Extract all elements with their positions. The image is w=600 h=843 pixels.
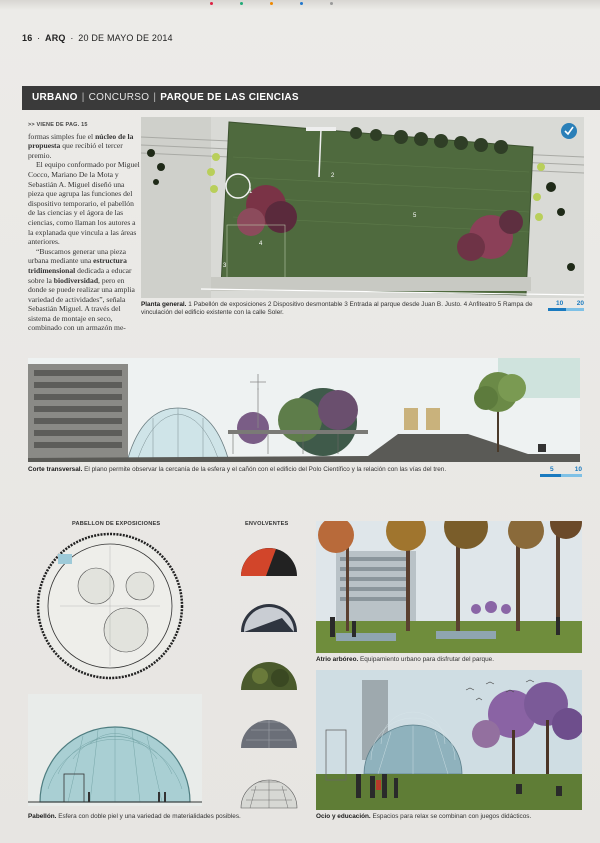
paragraph-1: formas simples fue el núcleo de la propuesta que recibió el tercer premio. [28,131,134,160]
plan-number-4: 4 [259,241,263,247]
issue-date: 20 DE MAYO DE 2014 [78,33,173,43]
cross-section-image [28,358,580,462]
atrio-caption: Atrio arbóreo. Equipamiento urbano para disfrutar del parque. [316,656,494,663]
paragraph-3: “Buscamos generar una pieza urbana mediante una estructura tridimensional dedicada a educar sobre la biodiversidad, pero en donde se puede realizar una amplia variedad de actividades”, señala Sebastián Miguel. A través del sistema de montaje en seco, combinado con un armazón me- [28,246,135,333]
site-plan-caption: Planta general. 1 Pabellón de exposiciones 2 Dispositivo desmontable 3 Entrada al parque desde Juan B. Justo. 4 Anfiteatro 5 Rampa de vinculación del edificio existente con la calle Soler. [141,301,533,316]
article-column [28,121,140,333]
envolventes-spheres [236,530,302,812]
plan-number-2: 2 [331,173,335,179]
page-number: 16 [22,33,33,43]
print-registration-marks [200,2,400,8]
section-title: PARQUE DE LAS CIENCIAS [160,92,299,103]
plan-number-5: 5 [413,213,417,219]
pabellon-exposiciones-label: PABELLON DE EXPOSICIONES [72,521,161,527]
plan-number-3: 3 [223,263,227,269]
section-urbano: URBANO [32,92,78,103]
section-concurso: CONCURSO [88,92,150,103]
site-plan-scale: 10 20 [548,300,584,311]
pavilion-caption: Pabellón. Esfera con doble piel y una variedad de materialidades posibles. [28,813,241,820]
ocio-educacion-render [316,670,582,810]
paragraph-2: El equipo conformado por Miguel Cocco, Mariano De la Mota y Sebastián A. Miguel diseñó una pieza que agrupa las funciones del dispositivo temporario, el pabellón de las ciencias y el ágora de las ciencias, como llaman los autores a la explanada que vincula a las áreas anteriores. [28,160,140,247]
ocio-caption: Ocio y educación. Espacios para relax se combinan con juegos didácticos. [316,813,532,820]
cross-section-scale: 5 10 [540,466,582,477]
atrio-arboreo-render [316,521,582,653]
pavilion-plan-drawing [30,530,190,680]
section-name: ARQ [45,33,66,43]
section-bar: URBANO | CONCURSO | PARQUE DE LAS CIENCIAS [22,86,600,110]
site-plan-image [141,117,584,298]
page-header: 16 · ARQ · 20 DE MAYO DE 2014 [22,33,173,43]
envolventes-label: ENVOLVENTES [245,521,289,527]
cross-section-caption: Corte transversal. El plano permite observar la cercanía de la esfera y el cañón con el edificio del Polo Científico y la relación con las vías del tren. [28,466,447,473]
plan-number-1: 1 [249,189,253,195]
continued-from: >> VIENE DE PAG. 15 [28,122,88,128]
pavilion-elevation-image [28,694,202,806]
